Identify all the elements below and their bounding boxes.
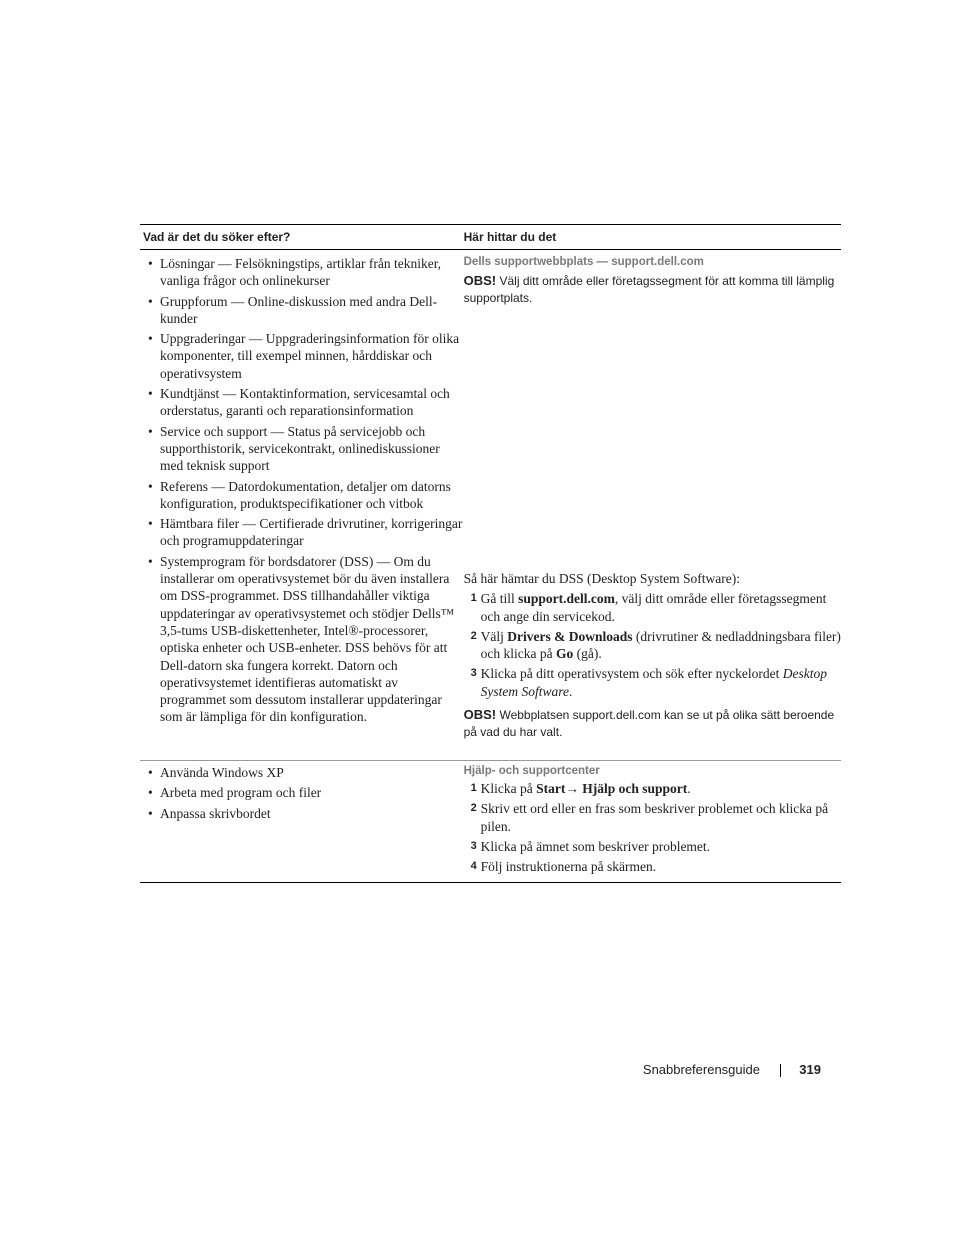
step-number: 2 (470, 802, 477, 815)
go-label: Go (555, 646, 574, 662)
page-footer (600, 1062, 840, 1082)
obs-text: Välj ditt område eller företagssegment för att komma till lämplig supportplats. (463, 274, 835, 305)
obs-label: OBS! (463, 707, 497, 723)
list-item: • Kundtjänst — Kontaktinformation, servicesamtal och orderstatus, garanti och reparationsinformation (143, 385, 464, 420)
step-number: 2 (470, 629, 477, 642)
support-link[interactable]: support.dell.com (572, 708, 661, 723)
row1-location (464, 250, 841, 760)
dss-steps (464, 590, 841, 700)
header-col-search: Vad är det du söker efter? (143, 230, 291, 244)
footer-guide-title: Snabbreferensguide (642, 1062, 760, 1077)
list-item: • Lösningar — Felsökningstips, artiklar från tekniker, vanliga frågor och onlinekurser (143, 255, 464, 290)
row1-topics (140, 250, 464, 760)
list-item: • Hämtbara filer — Certifierade drivrutiner, korrigeringar och programuppdateringar (143, 515, 464, 550)
step-number: 3 (470, 839, 477, 852)
row2-location (464, 761, 841, 882)
step-text: . (687, 781, 691, 796)
help-steps (464, 780, 841, 875)
obs-text: Webbplatsen (499, 708, 573, 723)
step-text: , välj ditt område eller företagssegment och ange din servicekod. (480, 591, 827, 624)
list-item: • Systemprogram för bordsdatorer (DSS) — Om du installerar om operativsystemet bör du även installera om DSS-programmet. DSS tillhandahåller viktiga uppdateringar av operativsystemet och stödjer Dells™ 3,5-tums USB-diskettenheter, Intel®-processorer, optiska enheter och USB-enheter. DSS behövs för att Dell-datorn ska fungera korrekt. Datorn och operativsystemet identifieras automatiskt av programmet som dessutom installerar uppdateringar som är lämpliga för din konfiguration. (143, 553, 464, 726)
obs-note-1 (464, 272, 841, 307)
arrow-icon: → (565, 781, 579, 796)
start-label: Start (536, 781, 566, 796)
list-item: • Arbeta med program och filer (143, 784, 464, 801)
footer-separator (780, 1064, 781, 1077)
obs-note-2 (464, 706, 841, 741)
list-item: • Uppgraderingar — Uppgraderingsinformation för olika komponenter, till exempel minnen, hårddiskar och operativsystem (143, 330, 464, 382)
step-text: Gå till (480, 591, 519, 607)
list-item: • Använda Windows XP (143, 764, 464, 781)
help-support-label: Hjälp och support (578, 781, 688, 796)
list-item (464, 590, 841, 625)
drivers-downloads-label: Drivers & Downloads (507, 628, 633, 644)
section-title-help-center: Hjälp- och supportcenter (463, 765, 600, 777)
step-text: Klicka på (480, 781, 537, 796)
obs-text: kan se ut på olika sätt beroende på vad du har valt. (463, 708, 835, 740)
table-row (140, 761, 841, 883)
list-item (464, 858, 841, 875)
step-number: 4 (470, 860, 477, 873)
header-col-location: Här hittar du det (463, 230, 557, 244)
list-item (464, 665, 841, 700)
step-text: Skriv ett ord eller en fras som beskriver problemet och klicka på pilen. (480, 801, 829, 834)
obs-label: OBS! (463, 273, 497, 288)
section-title-support-site: Dells supportwebbplats — support.dell.com (463, 256, 704, 268)
step-text: Välj (480, 628, 508, 644)
step-number: 1 (470, 592, 477, 605)
reference-table (140, 224, 841, 883)
list-item (464, 780, 841, 797)
list-item (464, 800, 841, 835)
step-text: (gå). (573, 646, 602, 662)
list-item: • Service och support — Status på servicejobb och supporthistorik, servicekontrakt, onlinediskussioner med teknisk support (143, 423, 464, 475)
list-item (464, 628, 841, 663)
table-header-row (140, 225, 841, 250)
step-text: . (569, 683, 573, 699)
row2-topics (140, 761, 464, 882)
list-item: • Referens — Datordokumentation, detaljer om datorns konfiguration, produktspecifikationer och vitbok (143, 478, 464, 513)
support-link[interactable]: support.dell.com (518, 591, 615, 607)
step-number: 3 (470, 667, 477, 680)
list-item: • Anpassa skrivbordet (143, 805, 464, 822)
dss-intro: Så här hämtar du DSS (Desktop System Software): (463, 571, 740, 586)
table-row (140, 250, 841, 761)
step-text: Klicka på ämnet som beskriver problemet. (480, 838, 711, 854)
step-text: Klicka på ditt operativsystem och sök efter nyckelordet (480, 666, 783, 682)
list-item: • Gruppforum — Online-diskussion med andra Dell-kunder (143, 293, 464, 328)
list-item (464, 838, 841, 855)
keyword: Desktop System Software (480, 666, 828, 699)
step-text: Följ instruktionerna på skärmen. (480, 859, 657, 875)
step-text: (drivrutiner & nedladdningsbara filer) och klicka på (480, 628, 841, 662)
step-number: 1 (470, 782, 477, 794)
row1-bullet-list (143, 255, 464, 726)
row2-bullet-list (143, 764, 464, 822)
page-number: 319 (799, 1062, 821, 1077)
